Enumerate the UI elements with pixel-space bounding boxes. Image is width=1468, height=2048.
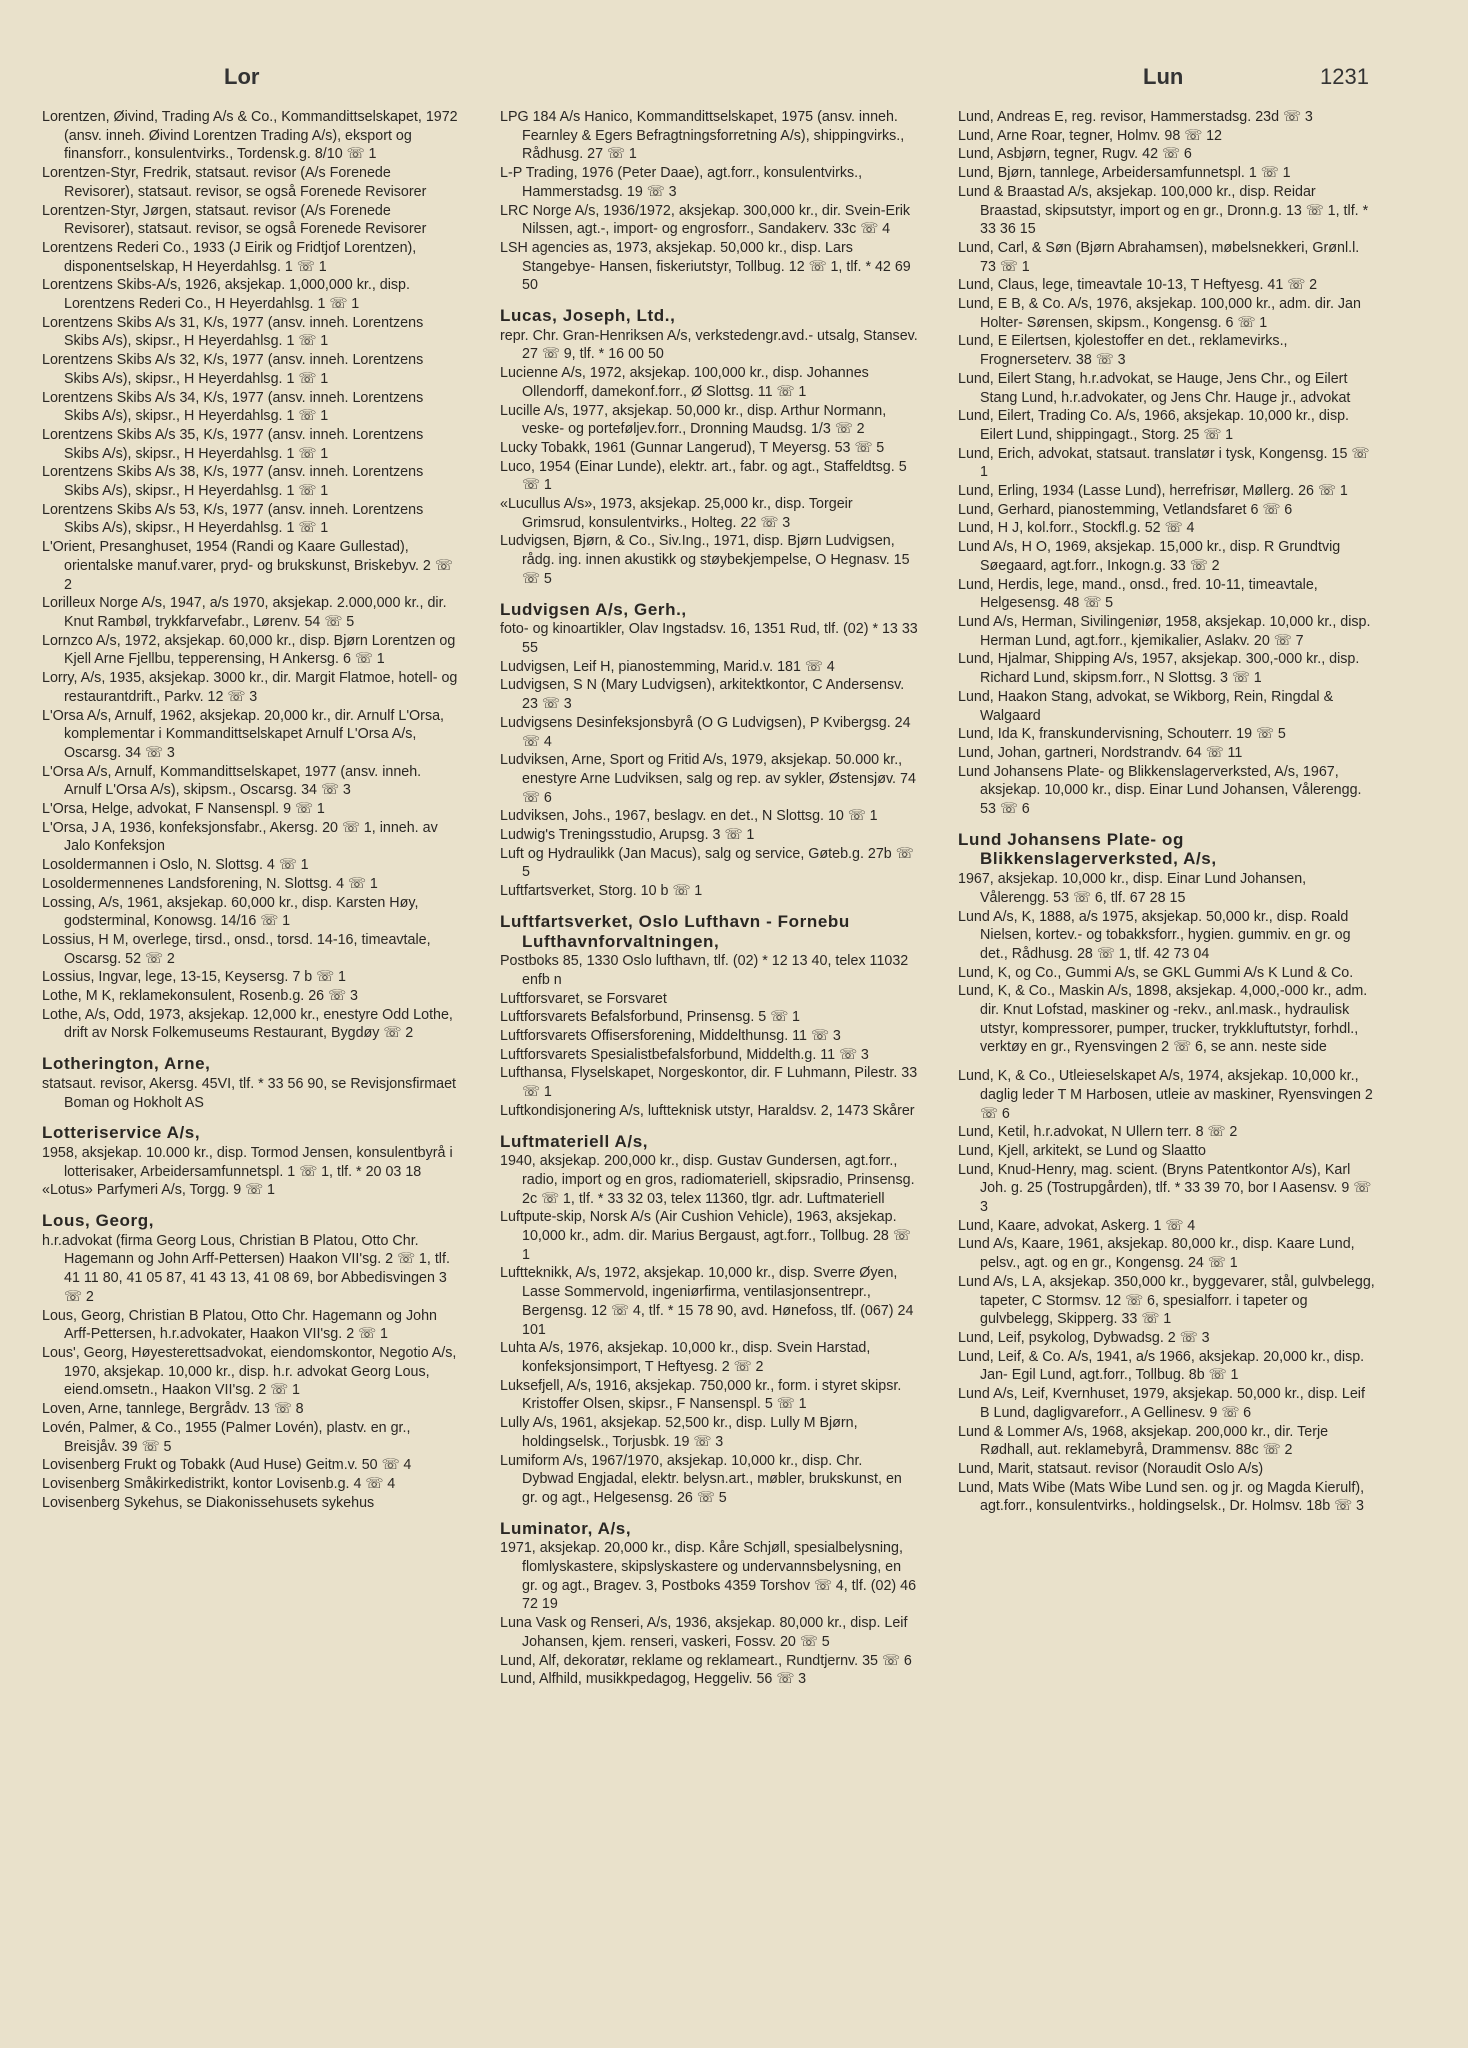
- directory-entry: [500, 845, 918, 882]
- entry-text: Lund Johansens Plate- og Blikkenslagerverksted, A/s, 1967, aksjekap. 10,000 kr., disp. Einar Lund Johansen, Vålerengg. 53 ☏ 6: [958, 763, 1362, 818]
- entry-text: Lovisenberg Frukt og Tobakk (Aud Huse) Geitm.v. 50 ☏ 4: [42, 1457, 412, 1474]
- directory-entry: [958, 1423, 1376, 1460]
- entry-text: «Lucullus A/s», 1973, aksjekap. 25,000 kr., disp. Torgeir Grimsrud, konsulentvirks., Holteg. 22 ☏ 3: [500, 496, 853, 531]
- entry-heading: Lund Johansens Plate- og Blikkenslagerverksted, A/s,: [958, 829, 1217, 869]
- entry-text: Lucky Tobakk, 1961 (Gunnar Langerud), T Meyersg. 53 ☏ 5: [500, 439, 885, 456]
- entry-text: Lund, Leif, & Co. A/s, 1941, a/s 1966, aksjekap. 20,000 kr., disp. Jan- Egil Lund, agt.forr., Tollbug. 8b ☏ 1: [958, 1348, 1365, 1384]
- directory-entry: [958, 407, 1376, 444]
- directory-entry: [500, 458, 918, 495]
- directory-entry: [958, 576, 1376, 613]
- directory-entry: [958, 164, 1376, 183]
- directory-entry: [500, 658, 918, 677]
- directory-entry: [958, 613, 1376, 650]
- directory-entry: [500, 108, 918, 164]
- entry-text: Lund, H J, kol.forr., Stockfl.g. 52 ☏ 4: [958, 520, 1195, 537]
- directory-entry: [958, 276, 1376, 295]
- directory-entry: [500, 364, 918, 401]
- directory-entry: [958, 908, 1376, 964]
- entry-text: Lorry, A/s, 1935, aksjekap. 3000 kr., dir. Margit Flatmoe, hotell- og restaurantdrift., Parkv. 12 ☏ 3: [42, 670, 458, 705]
- entry-text: Lund, Andreas E, reg. revisor, Hammerstadsg. 23d ☏ 3: [958, 109, 1313, 125]
- entry-text: Lund, Erich, advokat, statsaut. translatør i tysk, Kongensg. 15 ☏ 1: [958, 445, 1370, 481]
- entry-text: Lund, E Eilertsen, kjolestoffer en det., reklamevirks., Frognerseterv. 38 ☏ 3: [958, 333, 1288, 369]
- entry-body: 1972, aksjekap. 10,000 kr., disp. Sverre Øyen, Lasse Sommervold, ingeniørfirma, ventilasjonsentrepr., Bergensg. 12 ☏ 4, tlf. * 15 78 90, avd. Hønefoss, tlf. (067) 24 101: [522, 1265, 914, 1338]
- entry-text: Lund, Haakon Stang, advokat, se Wikborg, Rein, Ringdal & Walgaard: [958, 688, 1334, 724]
- directory-entry: [500, 1614, 918, 1651]
- entry-body: 1958, aksjekap. 10.000 kr., disp. Tormod Jensen, konsulentbyrå i lotterisaker, Arbeidersamfunnetspl. 1 ☏ 1, tlf. * 20 03 18: [42, 1144, 453, 1180]
- directory-entry: [500, 1670, 918, 1689]
- entry-text: Luftforsvarets Offisersforening, Middelthunsg. 11 ☏ 3: [500, 1028, 841, 1045]
- entry-text: Ludwig's Treningsstudio, Arupsg. 3 ☏ 1: [500, 827, 755, 844]
- entry-text: Lund, Carl, & Søn (Bjørn Abrahamsen), møbelsnekkeri, Grønl.l. 73 ☏ 1: [958, 239, 1360, 275]
- directory-entry: [42, 987, 460, 1006]
- directory-entry: [42, 1494, 460, 1513]
- directory-entry: [500, 676, 918, 713]
- entry-text: Lund, Herdis, lege, mand., onsd., fred. 10-11, timeavtale, Helgesensg. 48 ☏ 5: [958, 576, 1318, 612]
- entry-body: Postboks 85, 1330 Oslo lufthavn, tlf. (02) * 12 13 40, telex 11032 enfb n: [500, 953, 909, 988]
- directory-entry: [42, 538, 460, 594]
- directory-entry: [958, 482, 1376, 501]
- entry-text: Ludvigsen, S N (Mary Ludvigsen), arkitektkontor, C Andersensv. 23 ☏ 3: [500, 677, 905, 713]
- entry-heading: Luftmateriell A/s,: [500, 1131, 649, 1151]
- entry-heading: Lous, Georg,: [42, 1211, 155, 1231]
- entry-text: Ludvigsen, Leif H, pianostemming, Marid.v. 181 ☏ 4: [500, 658, 835, 675]
- entry-text: Lund, Eilert Stang, h.r.advokat, se Hauge, Jens Chr., og Eilert Stang Lund, h.r.advokater, og Jens Chr. Hauge jr., advokat: [958, 370, 1351, 406]
- entry-text: Lous', Georg, Høyesterettsadvokat, eiendomskontor, Negotio A/s, 1970, aksjekap. 10,000 kr., disp. h.r. advokat Georg Lous, eiend.omsetn., Haakon VII'sg. 2 ☏ 1: [42, 1345, 457, 1399]
- directory-entry: [42, 1475, 460, 1494]
- directory-entry: [500, 1414, 918, 1451]
- directory-entry: [958, 1385, 1376, 1422]
- entry-text: Loven, Arne, tannlege, Bergrådv. 13 ☏ 8: [42, 1401, 304, 1418]
- entry-text: Lorilleux Norge A/s, 1947, a/s 1970, aksjekap. 2.000,000 kr., dir. Knut Rambøl, trykkfarvefabr., Lørenv. 54 ☏ 5: [42, 595, 447, 630]
- directory-entry: [958, 127, 1376, 146]
- entry-text: L'Orsa A/s, Arnulf, Kommandittselskapet, 1977 (ansv. inneh. Arnulf L'Orsa A/s), skipsm., Oscarsg. 34 ☏ 3: [42, 763, 422, 799]
- entry-text: Lund A/s, Herman, Sivilingeniør, 1958, aksjekap. 10,000 kr., disp. Herman Lund, agt.forr., kjemikalier, Aslakv. 20 ☏ 7: [958, 613, 1371, 649]
- directory-entry: [500, 1520, 918, 1615]
- entry-text: Lorentzens Skibs-A/s, 1926, aksjekap. 1,000,000 kr., disp. Lorentzens Rederi Co., H Heyerdahlsg. 1 ☏ 1: [42, 277, 410, 313]
- entry-body: 1888, a/s 1975, aksjekap. 50,000 kr., disp. Roald Nielsen, kortev.- og tobakksforr., hygien. gummiv. en gr. og det., Rådhusg. 28 ☏ 1, tlf. 42 73 04: [980, 908, 1351, 962]
- entry-text: Lorentzen-Styr, Jørgen, statsaut. revisor (A/s Forenede Revisorer), statsaut. revisor, se også Forenede Revisorer: [42, 202, 427, 238]
- directory-entry: [500, 164, 918, 201]
- entry-text: Ludviksen, Johs., 1967, beslagv. en det., N Slottsg. 10 ☏ 1: [500, 808, 878, 825]
- directory-entry: [42, 239, 460, 276]
- directory-entry: [958, 1142, 1376, 1161]
- directory-entry: [958, 744, 1376, 763]
- directory-entry: [500, 307, 918, 364]
- directory-entry: [42, 968, 460, 987]
- entry-body: repr. Chr. Gran-Henriksen A/s, verkstedengr.avd.- utsalg, Stansev. 27 ☏ 9, tlf. * 16 00 50: [500, 327, 918, 363]
- entry-text: Lund, Eilert, Trading Co. A/s, 1966, aksjekap. 10,000 kr., disp. Eilert Lund, shippingagt., Storg. 25 ☏ 1: [958, 408, 1350, 443]
- entry-text: Luftforsvaret, se Forsvaret: [500, 990, 667, 1007]
- page-number: 1231: [1320, 64, 1369, 89]
- entry-text: Lund & Lommer A/s, 1968, aksjekap. 200,000 kr., dir. Terje Rødhall, aut. reklamebyrå, Drammensv. 88c ☏ 2: [958, 1423, 1329, 1459]
- entry-body: 1967, aksjekap. 10,000 kr., disp. Einar Lund Johansen, Vålerengg. 53 ☏ 6, tlf. 67 28 15: [958, 871, 1307, 906]
- directory-entry: [500, 1027, 918, 1046]
- entry-text: Lucienne A/s, 1972, aksjekap. 100,000 kr., disp. Johannes Ollendorff, damekonf.forr., Ø Slottsg. 11 ☏ 1: [500, 365, 869, 400]
- directory-entry: [42, 1212, 460, 1307]
- directory-entry: [958, 831, 1376, 908]
- directory-entry: [958, 1273, 1376, 1329]
- entry-heading: Lucas, Joseph, Ltd.,: [500, 306, 676, 326]
- entry-text: Lund, Claus, lege, timeavtale 10-13, T Heftyesg. 41 ☏ 2: [958, 277, 1318, 294]
- directory-entry: [500, 202, 918, 239]
- directory-entry: [42, 389, 460, 426]
- entry-text: Lund, Arne Roar, tegner, Holmv. 98 ☏ 12: [958, 127, 1222, 144]
- entry-heading: Lotteriservice A/s,: [42, 1123, 201, 1143]
- entry-text: Lund, K, og Co., Gummi A/s, se GKL Gummi A/s K Lund & Co.: [958, 964, 1354, 981]
- entry-text: Lorentzens Skibs A/s 35, K/s, 1977 (ansv. inneh. Lorentzens Skibs A/s), skipsr., H Heyerdahlsg. 1 ☏ 1: [42, 426, 424, 462]
- directory-entry: [500, 239, 918, 295]
- entry-text: Lund, K, & Co., Maskin A/s, 1898, aksjekap. 4,000,-000 kr., adm. dir. Knut Lofstad, maskiner og -rekv., anl.mask., hydraulisk utstyr, kompressorer, pumper, trucker, trykkluftutstyr, forhdl., verktøy en gr., Ryensvingen 2 ☏ 6, se ann. neste side: [958, 983, 1368, 1056]
- directory-entry: [42, 314, 460, 351]
- entry-text: Lund, Marit, statsaut. revisor (Noraudit Oslo A/s): [958, 1460, 1264, 1477]
- entry-text: Lund A/s, K,: [958, 908, 1036, 925]
- directory-entry: [958, 725, 1376, 744]
- directory-entry: [958, 1123, 1376, 1142]
- directory-entry: [958, 1217, 1376, 1236]
- entry-text: Lovén, Palmer, & Co., 1955 (Palmer Lovén), plastv. en gr., Breisjåv. 39 ☏ 5: [42, 1419, 411, 1455]
- entry-text: Lund, Alfhild, musikkpedagog, Heggeliv. 56 ☏ 3: [500, 1671, 807, 1688]
- entry-heading: Luminator, A/s,: [500, 1518, 632, 1538]
- directory-entry: [42, 276, 460, 313]
- entry-text: LPG 184 A/s Hanico, Kommandittselskapet, 1975 (ansv. inneh. Fearnley & Egers Befragtningsforretning A/s), shippingvirks., Rådhusg. 27 ☏ 1: [500, 109, 905, 163]
- directory-entry: [500, 826, 918, 845]
- directory-entry: [500, 714, 918, 751]
- entry-body: mag. scient. (Bryns Patentkontor A/s), Karl Joh. g. 25 (Tostrupgården), tlf. * 33 39 70, bor I Aasensv. 9 ☏ 3: [980, 1161, 1372, 1216]
- entry-text: Lossius, Ingvar, lege, 13-15, Keysersg. 7 b ☏ 1: [42, 969, 346, 986]
- entry-text: Luco, 1954 (Einar Lunde), elektr. art., fabr. og agt., Staffeldtsg. 5 ☏ 1: [500, 458, 907, 494]
- directory-entry: [500, 1133, 918, 1209]
- directory-entry: [958, 239, 1376, 276]
- running-header: [0, 64, 1468, 100]
- directory-entry: [42, 763, 460, 800]
- entry-text: Lorentzens Skibs A/s 38, K/s, 1977 (ansv. inneh. Lorentzens Skibs A/s), skipsr., H Heyerdahlsg. 1 ☏ 1: [42, 464, 424, 500]
- entry-text: Lund & Braastad A/s,: [958, 183, 1093, 200]
- entry-body: statsaut. revisor, Akersg. 45VI, tlf. * 33 56 90, se Revisjonsfirmaet Boman og Hokholt AS: [42, 1075, 457, 1111]
- entry-text: Luhta A/s, 1976, aksjekap. 10,000 kr., disp. Svein Harstad, konfeksjonsimport, T Heftyesg. 2 ☏ 2: [500, 1340, 871, 1375]
- directory-entry: [958, 1479, 1376, 1516]
- column-1: [42, 108, 460, 1512]
- directory-entry: [958, 650, 1376, 687]
- directory-entry: [958, 183, 1376, 239]
- directory-entry: [500, 1046, 918, 1065]
- directory-entry: [42, 1400, 460, 1419]
- directory-entry: [500, 807, 918, 826]
- directory-entry: [500, 1452, 918, 1508]
- entry-text: Lossius, H M, overlege, tirsd., onsd., torsd. 14-16, timeavtale, Oscarsg. 52 ☏ 2: [42, 931, 431, 967]
- directory-entry: [500, 990, 918, 1009]
- directory-entry: [42, 875, 460, 894]
- entry-text: Lorentzens Skibs A/s 31, K/s, 1977 (ansv. inneh. Lorentzens Skibs A/s), skipsr., H Heyerdahlsg. 1 ☏ 1: [42, 314, 424, 350]
- entry-text: Lorentzen, Øivind, Trading A/s & Co., Kommandittselskapet, 1972 (ansv. inneh. Øivind Lorentzen Trading A/s), eksport og finansforr., konsulentvirks., Tordensk.g. 8/10 ☏ 1: [42, 109, 458, 163]
- directory-entry: [958, 501, 1376, 520]
- entry-text: Luftforsvarets Spesialistbefalsforbund, Middelth.g. 11 ☏ 3: [500, 1046, 869, 1063]
- entry-text: Lossing, A/s, 1961, aksjekap. 60,000 kr., disp. Karsten Høy, godsterminal, Konowsg. 14/16 ☏ 1: [42, 894, 419, 930]
- entry-text: Lund, K, & Co., Utleieselskapet A/s, 1974, aksjekap. 10,000 kr., daglig leder T M Harbosen, utleie av maskiner, Ryensvingen 2 ☏ 6: [958, 1068, 1373, 1122]
- entry-heading: Ludvigsen A/s, Gerh.,: [500, 599, 687, 619]
- header-right-word: Lun: [1143, 64, 1184, 89]
- entry-text: Lund, Leif, psykolog, Dybwadsg. 2 ☏ 3: [958, 1330, 1210, 1346]
- directory-entry: [958, 763, 1376, 819]
- directory-entry: [958, 1161, 1376, 1217]
- directory-entry: [42, 1307, 460, 1344]
- entry-text: «Lotus» Parfymeri A/s, Torgg. 9 ☏ 1: [42, 1182, 275, 1199]
- entry-text: LSH agencies as, 1973, aksjekap. 50,000 kr., disp. Lars Stangebye- Hansen, fiskeriutstyr, Tollbug. 12 ☏ 1, tlf. * 42 69 50: [500, 239, 911, 294]
- directory-entry: [500, 1339, 918, 1376]
- entry-text: Ludvigsen, Bjørn, & Co., Siv.Ing., 1971, disp. Bjørn Ludvigsen, rådg. ing. innen akustikk og støybekjempelse, O Hegnasv. 15 ☏ 5: [500, 533, 910, 587]
- directory-entry: [42, 164, 460, 201]
- directory-entry: [958, 332, 1376, 369]
- directory-entry: [42, 594, 460, 631]
- entry-heading: Lotherington, Arne,: [42, 1054, 211, 1074]
- entry-text: Lund, Alf, dekoratør, reklame og reklameart., Rundtjernv. 35 ☏ 6: [500, 1652, 912, 1669]
- directory-entry: [500, 1102, 918, 1121]
- entry-text: Lorentzens Skibs A/s 53, K/s, 1977 (ansv. inneh. Lorentzens Skibs A/s), skipsr., H Heyerdahlsg. 1 ☏ 1: [42, 501, 424, 537]
- directory-entry: [42, 202, 460, 239]
- entry-text: Lund A/s, Kaare, 1961, aksjekap. 80,000 kr., disp. Kaare Lund, pelsv., agt. og en gr., Kongensg. 24 ☏ 1: [958, 1236, 1355, 1272]
- entry-text: L'Orsa A/s, Arnulf, 1962, aksjekap. 20,000 kr., dir. Arnulf L'Orsa, komplementar i Kommandittselskapet Arnulf L'Orsa A/s, Oscarsg. 34 ☏ 3: [42, 707, 445, 761]
- entry-text: Lund, Erling, 1934 (Lasse Lund), herrefrisør, Møllerg. 26 ☏ 1: [958, 483, 1348, 500]
- directory-entry: [500, 1208, 918, 1264]
- directory-entry: [42, 426, 460, 463]
- entry-text: Lund, Johan, gartneri, Nordstrandv. 64 ☏ 11: [958, 744, 1243, 761]
- directory-entry: [42, 800, 460, 819]
- entry-text: Ludviksen, Arne, Sport og Fritid A/s, 1979, aksjekap. 50.000 kr., enestyre Arne Ludviksen, salg og rep. av sykler, Østensjøv. 74 ☏ 6: [500, 752, 916, 806]
- entry-text: Lothe, A/s, Odd, 1973, aksjekap. 12,000 kr., enestyre Odd Lothe, drift av Norsk Folkemuseums Restaurant, Bygdøy ☏ 2: [42, 1006, 453, 1042]
- entry-text: Luftfartsverket, Storg. 10 b ☏ 1: [500, 883, 703, 900]
- directory-entry: [42, 669, 460, 706]
- column-2: [500, 108, 918, 1689]
- entry-text: L'Orsa, J A, 1936, konfeksjonsfabr., Akersg. 20 ☏ 1, inneh. av Jalo Konfeksjon: [42, 819, 438, 855]
- entry-text: Lorentzen-Styr, Fredrik, statsaut. revisor (A/s Forenede Revisorer), statsaut. revisor, se også Forenede Revisorer: [42, 165, 427, 200]
- entry-text: Lund, Kjell, arkitekt, se Lund og Slaatto: [958, 1142, 1206, 1159]
- directory-entry: [500, 913, 918, 990]
- directory-entry: [42, 1344, 460, 1400]
- directory-entry: [500, 601, 918, 658]
- entry-text: Lund A/s, H O, 1969, aksjekap. 15,000 kr., disp. R Grundtvig Søegaard, agt.forr., Inkogn.g. 33 ☏ 2: [958, 539, 1341, 574]
- directory-entry: [42, 1055, 460, 1112]
- directory-entry: [958, 964, 1376, 983]
- entry-text: Lund, Mats Wibe (Mats Wibe Lund sen. og jr. og Magda Kierulf), agt.forr., konsulentvirks., holdingselsk., Dr. Holmsv. 18b ☏ 3: [958, 1479, 1365, 1515]
- directory-entry: [42, 351, 460, 388]
- directory-entry: [958, 538, 1376, 575]
- entry-text: Losoldermennenes Landsforening, N. Slottsg. 4 ☏ 1: [42, 875, 378, 892]
- directory-entry: [500, 1652, 918, 1671]
- entry-body: foto- og kinoartikler, Olav Ingstadsv. 16, 1351 Rud, tlf. (02) * 13 33 55: [500, 621, 918, 656]
- directory-entry: [500, 495, 918, 532]
- directory-entry: [500, 1264, 918, 1339]
- entry-text: Losoldermannen i Oslo, N. Slottsg. 4 ☏ 1: [42, 857, 309, 874]
- directory-entry: [500, 1377, 918, 1414]
- entry-text: Lornzco A/s, 1972, aksjekap. 60,000 kr., disp. Bjørn Lorentzen og Kjell Arne Fjellbu, tepperensing, H Ankersg. 6 ☏ 1: [42, 632, 456, 668]
- directory-entry: [42, 463, 460, 500]
- entry-text: Lorentzens Skibs A/s 34, K/s, 1977 (ansv. inneh. Lorentzens Skibs A/s), skipsr., H Heyerdahlsg. 1 ☏ 1: [42, 389, 424, 425]
- entry-text: Lufthansa, Flyselskapet, Norgeskontor, dir. F Luhmann, Pilestr. 33 ☏ 1: [500, 1065, 918, 1101]
- directory-entry: [958, 982, 1376, 1057]
- entry-text: Lund, Ketil, h.r.advokat, N Ullern terr. 8 ☏ 2: [958, 1124, 1238, 1141]
- entry-text: Lund, E B, & Co. A/s, 1976, aksjekap. 100,000 kr., adm. dir. Jan Holter- Sørensen, skipsm., Kongensg. 6 ☏ 1: [958, 296, 1361, 331]
- directory-entry: [42, 501, 460, 538]
- entry-text: Lund A/s, L A, aksjekap. 350,000 kr., byggevarer, stål, gulvbelegg, tapeter, C Stormsv. 12 ☏ 6, spesialforr. i tapeter og gulvbelegg, Skipperg. 33 ☏ 1: [958, 1273, 1375, 1328]
- entry-text: Lorentzens Skibs A/s 32, K/s, 1977 (ansv. inneh. Lorentzens Skibs A/s), skipsr., H Heyerdahlsg. 1 ☏ 1: [42, 352, 424, 387]
- directory-entry: [500, 1064, 918, 1101]
- directory-entry: [958, 108, 1376, 127]
- directory-entry: [500, 439, 918, 458]
- entry-text: Lund, Gerhard, pianostemming, Vetlandsfaret 6 ☏ 6: [958, 501, 1293, 518]
- entry-heading: Luftfartsverket, Oslo Lufthavn - Fornebu Lufthavnforvaltningen,: [500, 911, 850, 951]
- entry-text: Luksefjell, A/s, 1916, aksjekap. 750,000 kr., form. i styret skipsr. Kristoffer Olsen, skipsr., F Nansenspl. 5 ☏ 1: [500, 1377, 902, 1413]
- entry-text: Lund, Kaare, advokat, Askerg. 1 ☏ 4: [958, 1217, 1196, 1234]
- directory-entry: [42, 707, 460, 763]
- directory-entry: [500, 1008, 918, 1027]
- entry-text: Luftkondisjonering A/s, luftteknisk utstyr, Haraldsv. 2, 1473 Skårer: [500, 1102, 915, 1119]
- directory-entry: [958, 145, 1376, 164]
- entry-text: LRC Norge A/s, 1936/1972, aksjekap. 300,000 kr., dir. Svein-Erik Nilssen, agt.-, import- og engrosforr., Sandakerv. 33c ☏ 4: [500, 202, 911, 238]
- entry-text: Lund, Ida K, franskundervisning, Schouterr. 19 ☏ 5: [958, 726, 1286, 743]
- entry-text: Lund, Hjalmar, Shipping A/s, 1957, aksjekap. 300,-000 kr., disp. Richard Lund, skipsm.forr., N Slottsg. 3 ☏ 1: [958, 651, 1360, 687]
- directory-entry: [958, 1460, 1376, 1479]
- entry-text: Ludvigsens Desinfeksjonsbyrå (O G Ludvigsen), P Kvibergsg. 24 ☏ 4: [500, 714, 911, 750]
- directory-entry: [958, 519, 1376, 538]
- directory-entry: [500, 751, 918, 807]
- entry-text: Lovisenberg Småkirkedistrikt, kontor Lovisenb.g. 4 ☏ 4: [42, 1475, 396, 1492]
- directory-entry: [42, 1419, 460, 1456]
- directory-entry: [958, 370, 1376, 407]
- entry-text: Lund A/s, Leif, Kvernhuset, 1979, aksjekap. 50,000 kr., disp. Leif B Lund, dagligvareforr., A Gellinesv. 9 ☏ 6: [958, 1386, 1365, 1421]
- entry-text: Luftforsvarets Befalsforbund, Prinsensg. 5 ☏ 1: [500, 1009, 800, 1026]
- directory-entry: [958, 1329, 1376, 1348]
- entry-text: L-P Trading, 1976 (Peter Daae), agt.forr., konsulentvirks., Hammerstadsg. 19 ☏ 3: [500, 165, 863, 200]
- directory-entry: [42, 856, 460, 875]
- directory-entry: [42, 1456, 460, 1475]
- directory-entry: [500, 402, 918, 439]
- directory-entry: [958, 688, 1376, 725]
- directory-entry: [958, 1235, 1376, 1272]
- directory-entry: [42, 1006, 460, 1043]
- entry-body: aksjekap. 100,000 kr., disp. Reidar Braastad, skipsutstyr, import og en gr., Dronn.g. 13 ☏ 1, tlf. * 33 36 15: [980, 183, 1369, 238]
- entry-text: Lorentzens Rederi Co., 1933 (J Eirik og Fridtjof Lorentzen), disponentselskap, H Heyerdahlsg. 1 ☏ 1: [42, 239, 417, 275]
- entry-text: Lucille A/s, 1977, aksjekap. 50,000 kr., disp. Arthur Normann, veske- og porteføljev.forr., Dronning Maudsg. 1/3 ☏ 2: [500, 402, 887, 438]
- entry-text: Lund, Bjørn, tannlege, Arbeidersamfunnetspl. 1 ☏ 1: [958, 165, 1291, 182]
- directory-entry: [42, 819, 460, 856]
- entry-text: L'Orsa, Helge, advokat, F Nansenspl. 9 ☏ 1: [42, 801, 325, 818]
- directory-entry: [500, 532, 918, 588]
- entry-text: Luft og Hydraulikk (Jan Macus), salg og service, Gøteb.g. 27b ☏ 5: [500, 845, 914, 881]
- entry-text: Lund, Asbjørn, tegner, Rugv. 42 ☏ 6: [958, 146, 1192, 163]
- entry-text: Lully A/s, 1961, aksjekap. 52,500 kr., disp. Lully M Bjørn, holdingselsk., Torjusbk. 19 ☏ 3: [500, 1415, 858, 1450]
- header-left-word: Lor: [224, 64, 260, 89]
- directory-entry: [42, 894, 460, 931]
- entry-text: Lumiform A/s, 1967/1970, aksjekap. 10,000 kr., disp. Chr. Dybwad Engjadal, elektr. belysn.art., møbler, brukskunst, en gr. og agt., Helgesensg. 26 ☏ 5: [500, 1452, 902, 1506]
- entry-text: Luftteknikk, A/s,: [500, 1265, 601, 1282]
- directory-entry: [42, 1181, 460, 1200]
- entry-text: Lund, Knud-Henry,: [958, 1161, 1077, 1178]
- entry-text: Luna Vask og Renseri, A/s, 1936, aksjekap. 80,000 kr., disp. Leif Johansen, kjem. renseri, vaskeri, Fossv. 20 ☏ 5: [500, 1615, 908, 1650]
- entry-body: 1940, aksjekap. 200,000 kr., disp. Gustav Gundersen, agt.forr., radio, import og en gros, radiomateriell, skipsradio, Prinsensg. 2c ☏ 1, tlf. * 33 32 03, telex 11360, tlgr. adr. Luftmateriell: [500, 1153, 915, 1207]
- directory-entry: [42, 1124, 460, 1181]
- entry-body: 1971, aksjekap. 20,000 kr., disp. Kåre Schjøll, spesialbelysning, flomlyskastere, skipslyskastere og undervannsbelysning, en gr. og agt., Bragev. 3, Postboks 4359 Torshov ☏ 4, tlf. (02) 46 72 19: [500, 1540, 917, 1613]
- directory-entry: [958, 1067, 1376, 1123]
- entry-text: L'Orient, Presanghuset, 1954 (Randi og Kaare Gullestad), orientalske manuf.varer, pryd- og brukskunst, Briskebyv. 2 ☏ 2: [42, 539, 453, 593]
- entry-body: h.r.advokat (firma Georg Lous, Christian B Platou, Otto Chr. Hagemann og John Arff-Pettersen) Haakon VII'sg. 2 ☏ 1, tlf. 41 11 80, 41 05 87, 41 43 13, 41 08 69, bor Abbedisvingen 3 ☏ 2: [42, 1232, 450, 1305]
- entry-text: Lothe, M K, reklamekonsulent, Rosenb.g. 26 ☏ 3: [42, 988, 358, 1005]
- directory-entry: [500, 882, 918, 901]
- directory-entry: [958, 1348, 1376, 1385]
- entry-text: Lovisenberg Sykehus, se Diakonissehusets sykehus: [42, 1494, 375, 1511]
- entry-text: Lous, Georg, Christian B Platou, Otto Chr. Hagemann og John Arff-Pettersen, h.r.advokater, Haakon VII'sg. 2 ☏ 1: [42, 1307, 437, 1343]
- directory-entry: [42, 931, 460, 968]
- directory-entry: [958, 445, 1376, 482]
- column-3: [958, 108, 1376, 1516]
- entry-text: Luftpute-skip, Norsk A/s (Air Cushion Vehicle), 1963, aksjekap. 10,000 kr., adm. dir. Marius Bergaust, agt.forr., Tollbug. 28 ☏ 1: [500, 1209, 911, 1263]
- directory-entry: [42, 108, 460, 164]
- directory-entry: [42, 632, 460, 669]
- directory-entry: [958, 295, 1376, 332]
